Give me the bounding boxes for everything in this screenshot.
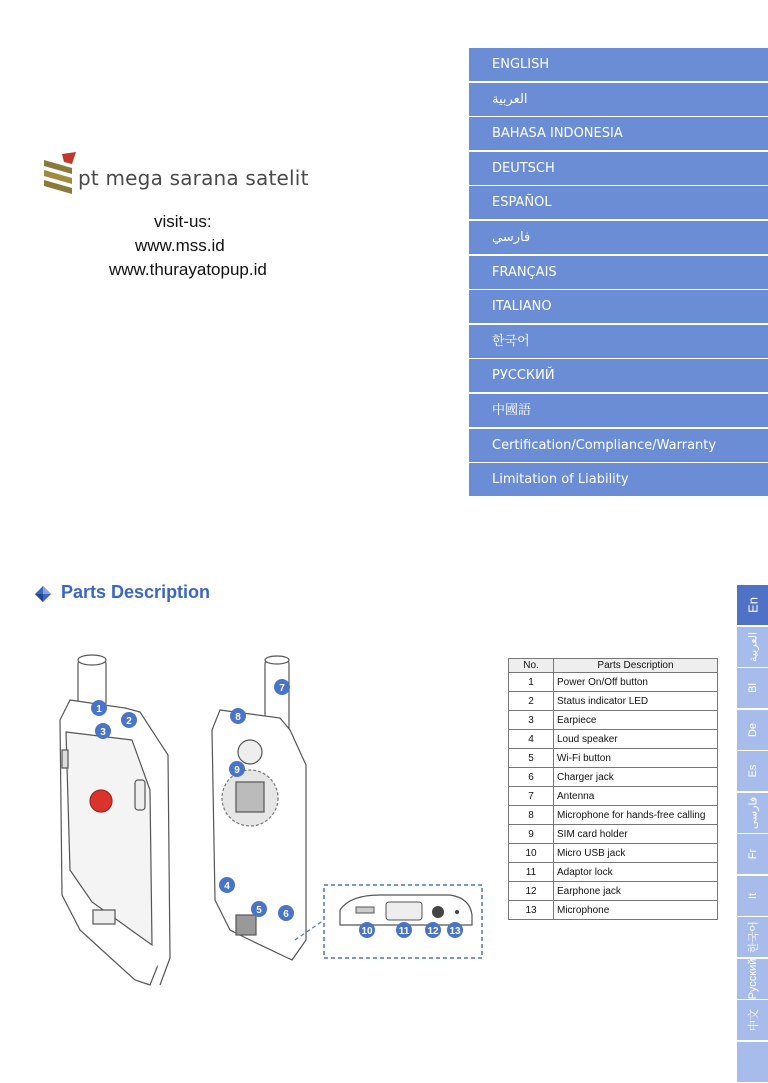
svg-text:5: 5 bbox=[256, 905, 262, 916]
svg-text:10: 10 bbox=[361, 926, 373, 937]
callout-10 bbox=[359, 922, 375, 938]
lang-korean[interactable]: 한국어 bbox=[469, 325, 768, 358]
svg-text:8: 8 bbox=[235, 712, 241, 723]
cell-no: 5 bbox=[509, 749, 554, 768]
callout-2 bbox=[121, 712, 137, 728]
logo-mark-icon bbox=[42, 152, 76, 198]
cell-desc: Charger jack bbox=[554, 768, 718, 787]
svg-text:9: 9 bbox=[234, 765, 240, 776]
side-tab-ko[interactable]: 한국어 bbox=[737, 917, 768, 957]
callout-1 bbox=[91, 700, 107, 716]
table-row bbox=[509, 863, 718, 882]
col-desc: Parts Description bbox=[554, 659, 718, 673]
visit-block bbox=[105, 210, 325, 282]
cell-no: 2 bbox=[509, 692, 554, 711]
cell-desc: Wi-Fi button bbox=[554, 749, 718, 768]
side-tab-de[interactable]: De bbox=[737, 710, 768, 750]
company-logo bbox=[42, 152, 322, 198]
parts-table bbox=[508, 658, 718, 920]
table-row bbox=[509, 711, 718, 730]
svg-text:1: 1 bbox=[96, 704, 102, 715]
cell-desc: Power On/Off button bbox=[554, 673, 718, 692]
table-row bbox=[509, 673, 718, 692]
table-row bbox=[509, 825, 718, 844]
callout-7 bbox=[274, 679, 290, 695]
callout-11 bbox=[396, 922, 412, 938]
cell-desc: Loud speaker bbox=[554, 730, 718, 749]
svg-text:7: 7 bbox=[279, 683, 285, 694]
lang-italiano[interactable]: ITALIANO bbox=[469, 290, 768, 323]
cell-desc: Status indicator LED bbox=[554, 692, 718, 711]
cell-desc: Earpiece bbox=[554, 711, 718, 730]
cell-no: 1 bbox=[509, 673, 554, 692]
side-tab-blank[interactable] bbox=[737, 1042, 768, 1082]
cell-desc: SIM card holder bbox=[554, 825, 718, 844]
cell-no: 9 bbox=[509, 825, 554, 844]
callout-8 bbox=[230, 708, 246, 724]
svg-text:13: 13 bbox=[449, 926, 461, 937]
cell-no: 3 bbox=[509, 711, 554, 730]
cell-desc: Antenna bbox=[554, 787, 718, 806]
side-tab-ar[interactable]: العربية bbox=[737, 627, 768, 667]
phone-front-drawing bbox=[60, 655, 170, 985]
table-row bbox=[509, 787, 718, 806]
callout-13 bbox=[447, 922, 463, 938]
side-language-tabs bbox=[737, 585, 768, 1083]
logo-text: pt mega sarana satelit bbox=[78, 166, 309, 190]
phone-illustration bbox=[0, 640, 500, 1024]
svg-text:6: 6 bbox=[283, 909, 289, 920]
svg-text:4: 4 bbox=[224, 881, 230, 892]
cell-desc: Adaptor lock bbox=[554, 863, 718, 882]
callout-3 bbox=[95, 723, 111, 739]
visit-label: visit-us: bbox=[154, 212, 212, 231]
cell-desc: Microphone bbox=[554, 901, 718, 920]
language-menu bbox=[469, 48, 768, 498]
cell-desc: Earphone jack bbox=[554, 882, 718, 901]
callout-4 bbox=[219, 877, 235, 893]
callout-9 bbox=[229, 761, 245, 777]
lang-espanol[interactable]: ESPAÑOL bbox=[469, 186, 768, 219]
side-tab-fa[interactable]: فارسی bbox=[737, 793, 768, 833]
svg-text:3: 3 bbox=[100, 727, 106, 738]
lang-english[interactable]: ENGLISH bbox=[469, 48, 768, 81]
cell-desc: Microphone for hands-free calling bbox=[554, 806, 718, 825]
lang-certification[interactable]: Certification/Compliance/Warranty bbox=[469, 429, 768, 462]
side-tab-en[interactable]: En bbox=[737, 585, 768, 625]
lang-bahasa[interactable]: BAHASA INDONESIA bbox=[469, 117, 768, 150]
col-no: No. bbox=[509, 659, 554, 673]
section-title: Parts Description bbox=[61, 582, 211, 602]
side-tab-fr[interactable]: Fr bbox=[737, 834, 768, 874]
diamond-bullet-icon bbox=[34, 585, 52, 603]
lang-deutsch[interactable]: DEUTSCH bbox=[469, 152, 768, 185]
table-row bbox=[509, 806, 718, 825]
cell-no: 8 bbox=[509, 806, 554, 825]
callout-5 bbox=[251, 901, 267, 917]
svg-text:12: 12 bbox=[427, 926, 439, 937]
table-row bbox=[509, 730, 718, 749]
table-header-row bbox=[509, 659, 718, 673]
cell-no: 13 bbox=[509, 901, 554, 920]
visit-link-thuraya[interactable]: www.thurayatopup.id bbox=[109, 260, 267, 279]
cell-no: 11 bbox=[509, 863, 554, 882]
lang-farsi[interactable]: فارسي bbox=[469, 221, 768, 254]
table-row bbox=[509, 844, 718, 863]
callout-12 bbox=[425, 922, 441, 938]
cell-no: 10 bbox=[509, 844, 554, 863]
lang-russian[interactable]: РУССКИЙ bbox=[469, 359, 768, 392]
visit-link-mss[interactable]: www.mss.id bbox=[135, 236, 225, 255]
side-tab-zh[interactable]: 中文 bbox=[737, 1000, 768, 1040]
table-row bbox=[509, 882, 718, 901]
cell-no: 4 bbox=[509, 730, 554, 749]
lang-arabic[interactable]: العربية bbox=[469, 83, 768, 116]
cell-no: 6 bbox=[509, 768, 554, 787]
cell-desc: Micro USB jack bbox=[554, 844, 718, 863]
lang-chinese[interactable]: 中國語 bbox=[469, 394, 768, 427]
svg-text:11: 11 bbox=[398, 926, 410, 937]
lang-liability[interactable]: Limitation of Liability bbox=[469, 463, 768, 496]
bottom-detail-drawing bbox=[295, 885, 482, 958]
cell-no: 12 bbox=[509, 882, 554, 901]
side-tab-it[interactable]: It bbox=[737, 876, 768, 916]
side-tab-ru[interactable]: Русский bbox=[737, 959, 768, 999]
callout-6 bbox=[278, 905, 294, 921]
svg-text:2: 2 bbox=[126, 716, 132, 727]
side-tab-bi[interactable]: Bl bbox=[737, 668, 768, 708]
cell-no: 7 bbox=[509, 787, 554, 806]
table-row bbox=[509, 692, 718, 711]
table-row bbox=[509, 749, 718, 768]
table-row bbox=[509, 768, 718, 787]
side-tab-es[interactable]: Es bbox=[737, 751, 768, 791]
table-row bbox=[509, 901, 718, 920]
lang-francais[interactable]: FRANÇAIS bbox=[469, 256, 768, 289]
